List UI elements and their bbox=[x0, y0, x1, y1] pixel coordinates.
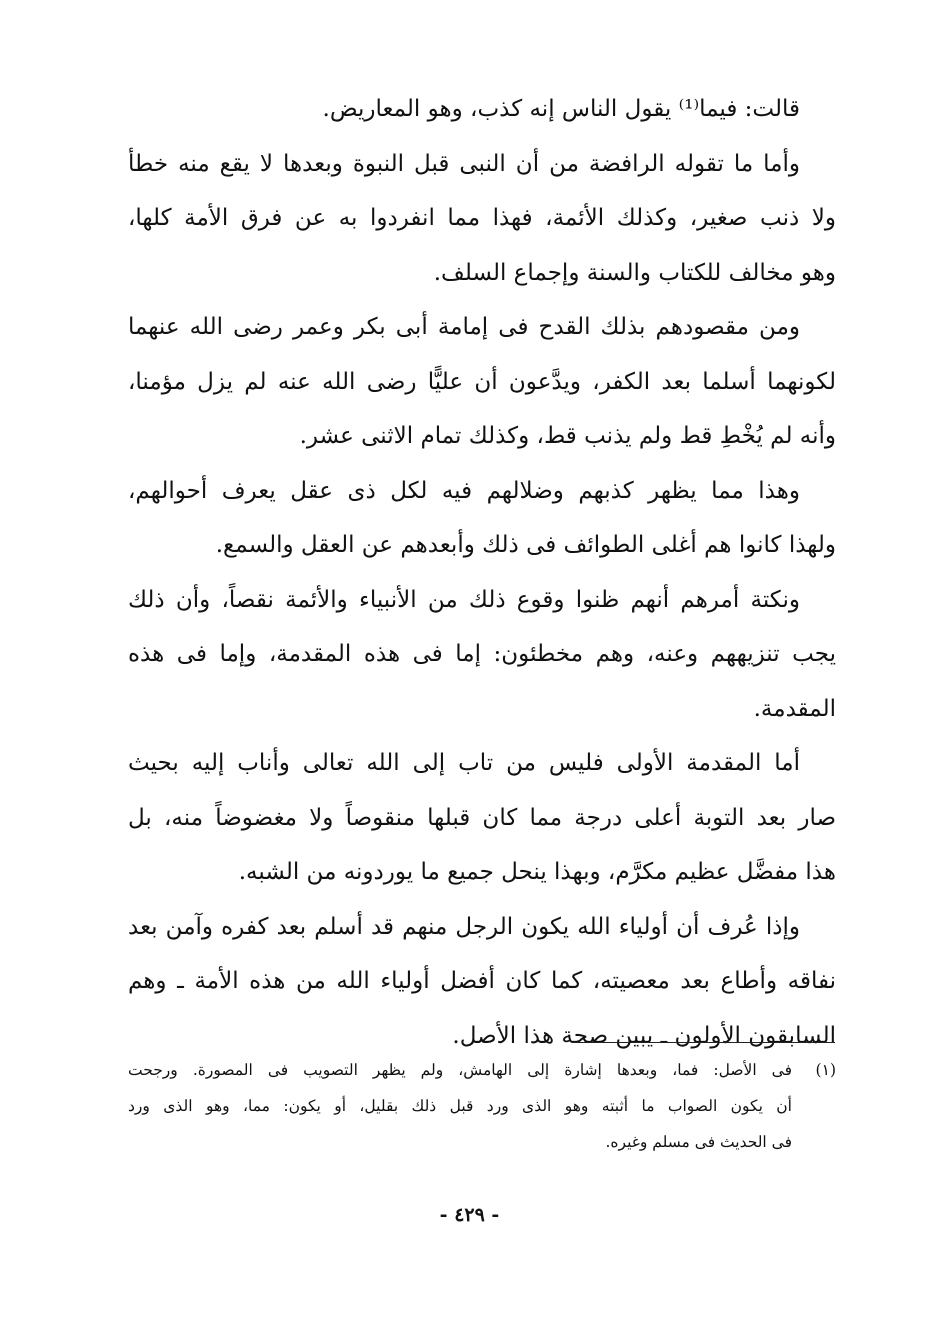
text-line: هذا مفضَّل عظيم مكرَّم، وبهذا ينحل جميع ما يوردونه من الشبه. bbox=[238, 859, 836, 885]
text-line: أما المقدمة الأولى فليس من تاب إلى الله تعالى وأناب إليه بحيث bbox=[128, 750, 800, 776]
text-line: قالت: فيما⁽¹⁾ يقول الناس إنه كذب، وهو المعاريض. bbox=[322, 96, 800, 122]
text-line: وهو مخالف للكتاب والسنة وإجماع السلف. bbox=[433, 259, 836, 286]
text-line: نفاقه وأطاع بعد معصيته، كما كان أفضل أولياء الله من هذه الأمة ـ وهم bbox=[128, 968, 836, 994]
text-line: صار بعد التوبة أعلى درجة مما كان قبلها منقوصاً ولا مغضوضاً منه، بل bbox=[128, 804, 836, 831]
text-line: ونكتة أمرهم أنهم ظنوا وقوع ذلك من الأنبياء والأئمة نقصاً، وأن ذلك bbox=[128, 586, 800, 613]
page-number: - ٤٢٩ - bbox=[439, 1204, 500, 1226]
text-line: المقدمة. bbox=[753, 695, 836, 722]
footnote-line: أن يكون الصواب ما أثبته وهو الذى ورد قبل ذلك بقليل، أو يكون: مما، وهو الذى ورد bbox=[128, 1097, 792, 1115]
text-line: وأما ما تقوله الرافضة من أن النبى قبل النبوة وبعدها لا يقع منه خطأ bbox=[128, 150, 800, 177]
footnote-block bbox=[128, 1052, 836, 1160]
text-line: لكونهما أسلما بعد الكفر، ويدَّعون أن عليًّا رضى الله عنه لم يزل مؤمنا، bbox=[128, 368, 836, 395]
text-line: يجب تنزيههم وعنه، وهم مخطئون: إما فى هذه المقدمة، وإما فى هذه bbox=[128, 641, 836, 667]
text-line: وأنه لم يُخْطِ قط ولم يذنب قط، وكذلك تمام الاثنى عشر. bbox=[299, 423, 836, 449]
text-line: ولهذا كانوا هم أغلى الطوائف فى ذلك وأبعدهم عن العقل والسمع. bbox=[215, 532, 836, 558]
footnote-line bbox=[128, 1052, 836, 1088]
main-text bbox=[128, 82, 836, 1063]
footnote-number: (١) bbox=[815, 1061, 836, 1079]
footnote-divider bbox=[573, 1042, 835, 1043]
text-line: السابقون الأولون ـ يبين صحة هذا الأصل. bbox=[452, 1022, 836, 1049]
text-line: وإذا عُرف أن أولياء الله يكون الرجل منهم قد أسلم بعد كفره وآمن بعد bbox=[128, 913, 800, 940]
text-line: ومن مقصودهم بذلك القدح فى إمامة أبى بكر وعمر رضى الله عنهما bbox=[128, 314, 800, 340]
text-line: وهذا مما يظهر كذبهم وضلالهم فيه لكل ذى عقل يعرف أحوالهم، bbox=[128, 477, 800, 504]
text-line: ولا ذنب صغير، وكذلك الأئمة، فهذا مما انفردوا به عن فرق الأمة كلها، bbox=[128, 205, 836, 231]
footnote-line: فى الحديث فى مسلم وغيره. bbox=[605, 1133, 792, 1151]
footnote-text: فى الأصل: فما، وبعدها إشارة إلى الهامش، ولم يظهر التصويب فى المصورة. ورجحت bbox=[128, 1061, 792, 1079]
